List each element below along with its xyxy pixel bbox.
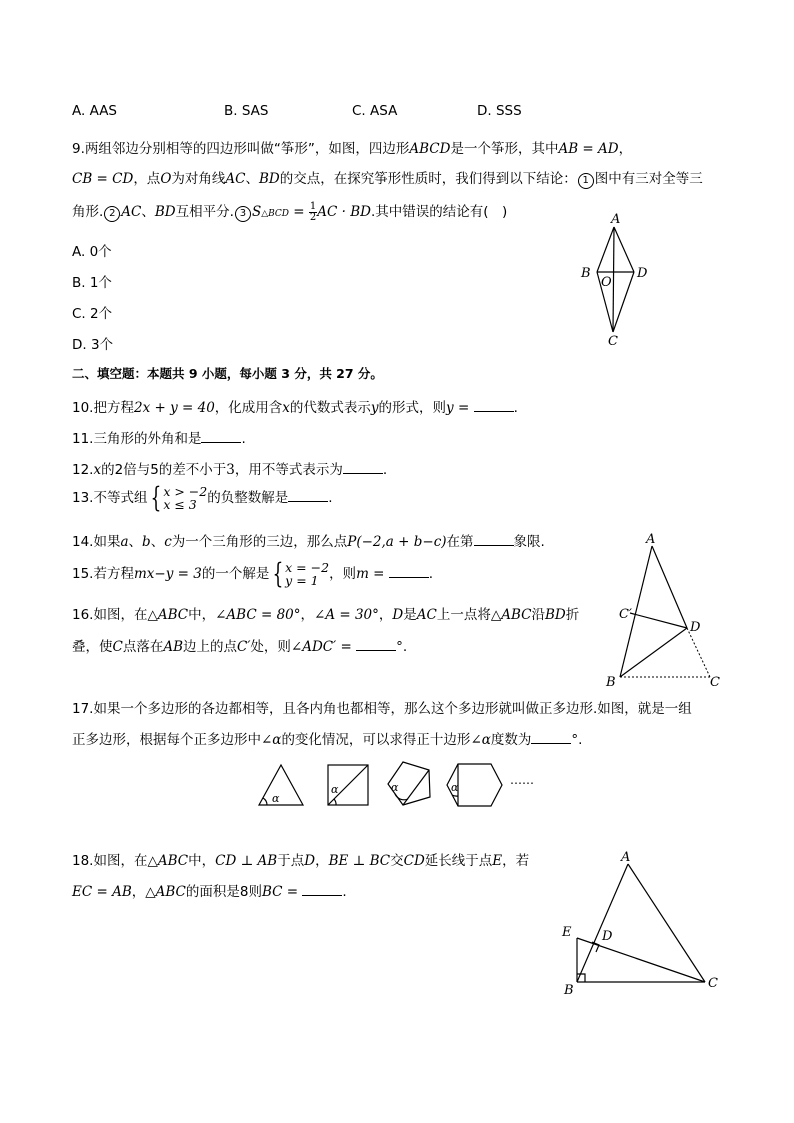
q16-text: 中， [188, 607, 216, 623]
q9-math: AC [121, 204, 142, 220]
q16-math: D [392, 607, 404, 623]
label-d: D [690, 620, 701, 635]
q13-row-2: x ≤ 3 [163, 497, 197, 512]
q13 [72, 481, 333, 514]
q16-text: 点落在 [122, 639, 164, 655]
ellipsis: …… [510, 773, 534, 787]
q9-text: 、 [141, 204, 155, 220]
q16-text: °. [396, 639, 408, 655]
q17-text: °. [571, 732, 583, 748]
answer-blank[interactable] [474, 399, 514, 412]
q17-text: 的变化情况，可以求得正十边形 [281, 732, 471, 748]
q9-text: 的交点，在探究筝形性质时，我们得到以下结论： [279, 171, 577, 187]
q12-text: 12. [72, 462, 94, 478]
q9-math: BD [154, 204, 176, 220]
alpha-label: α [331, 783, 339, 796]
q15-text: 的一个解是 [201, 566, 270, 582]
edge-ac [628, 864, 705, 982]
q9-math: AC [225, 171, 246, 187]
edge-c1d [630, 613, 687, 628]
label-b: B [564, 983, 574, 998]
q14-text: 、 [150, 534, 165, 550]
q10-text: 10.把方程 [72, 400, 134, 416]
q18-text: ， [131, 884, 146, 900]
q9-kite-figure [570, 212, 670, 348]
q18-line-1 [72, 849, 529, 869]
q12-math: 3 [226, 462, 235, 478]
label-o: O [601, 275, 612, 290]
q18-text: 18.如图，在 [72, 853, 148, 869]
q16-text: ， [300, 607, 315, 623]
q15-math: m = [356, 566, 389, 582]
q16-text: ， [378, 607, 393, 623]
label-b: B [606, 675, 616, 689]
label-b: B [581, 266, 591, 281]
edge-ec [577, 938, 705, 982]
q18-text: . [342, 884, 347, 900]
q16-text: 沿 [531, 607, 545, 623]
q17-line-1: 17.如果一个多边形的各边都相等，且各内角也都相等，那么这个多边形就叫做正多边形.如图，就是一组 [72, 701, 692, 717]
q12 [72, 458, 387, 478]
q18-math: BE ⊥ BC [328, 853, 391, 869]
q13-inequality-system [147, 481, 208, 514]
q10-math: 2x + y = 40 [133, 400, 215, 416]
q9-option-a: A. 0个 [72, 244, 112, 260]
q16-math: △ABC [490, 607, 532, 623]
answer-blank[interactable] [356, 638, 396, 651]
q16-math: ∠ABC = 80° [215, 607, 301, 623]
q9-line-3 [72, 200, 507, 223]
answer-blank[interactable] [288, 489, 328, 502]
q16-math: C′ [237, 639, 251, 655]
q9-math: AC · BD [317, 204, 371, 220]
q12-text: 的2倍与5的差不小于 [101, 462, 227, 478]
q15-text: 15.若方程 [72, 566, 134, 582]
q8-option-a: A. AAS [72, 103, 117, 119]
q12-math: x [93, 462, 102, 478]
edge-ab [577, 864, 628, 982]
q18-text: 的面积是8则 [185, 884, 262, 900]
label-c: C [608, 334, 618, 348]
q15-text: . [428, 566, 434, 582]
q14-math: c [164, 534, 172, 550]
q9-text: ，点 [133, 171, 161, 187]
kite-edge-ad [614, 227, 634, 272]
q15-solution-system [269, 557, 330, 590]
q14-text: 象限. [513, 534, 545, 550]
q16-math: ∠A = 30° [314, 607, 379, 623]
q10-math: x [282, 400, 290, 416]
q9-math: S [251, 204, 262, 220]
triangle-angle-arc [263, 798, 267, 805]
q16-text: 上一点将 [436, 607, 491, 623]
q10-math: y = [446, 400, 474, 416]
q9-text: 互相平分. [175, 204, 234, 220]
q15 [72, 557, 434, 590]
q9-fraction-denominator: 2 [309, 211, 317, 223]
q18-triangle-figure [555, 846, 725, 998]
label-a: A [611, 212, 621, 227]
q12-text: . [382, 462, 388, 478]
answer-blank[interactable] [389, 565, 429, 578]
q9-option-d: D. 3个 [72, 337, 114, 353]
q13-text: 的负整数解是 [207, 490, 289, 506]
q11-text: 11.三角形的外角和是 [72, 431, 202, 447]
q17-polygons-figure [255, 755, 545, 813]
q16-triangle-figure [600, 533, 730, 689]
section-heading [72, 364, 383, 382]
q14 [72, 530, 545, 550]
q16-text: 折 [565, 607, 580, 623]
q8-option-d: D. SSS [477, 103, 522, 119]
q18-math: △ABC [147, 853, 189, 869]
answer-blank[interactable] [531, 731, 571, 744]
section-heading-title: 二、填空题： [72, 366, 148, 381]
label-c: C [708, 976, 718, 991]
q9-fraction-numerator: 1 [309, 200, 317, 212]
q16-text: 处，则 [250, 639, 291, 655]
q18-text: ， [315, 853, 329, 869]
q10-text: . [513, 400, 518, 416]
q16-text: 是 [403, 607, 417, 623]
q9-text: 为对角线 [171, 171, 226, 187]
q9-text: 角形. [72, 204, 104, 220]
q16-math: AC [416, 607, 437, 623]
pentagon-angle-arc [395, 794, 408, 800]
section-heading-desc: 本题共 9 小题，每小题 3 分，共 27 分。 [147, 366, 383, 381]
q14-text: 14.如果 [72, 534, 121, 550]
q9-text: ， [618, 141, 633, 157]
q10-text: ，化成用含 [214, 400, 283, 416]
answer-blank[interactable] [343, 461, 383, 474]
q12-text: ，用不等式表示为 [234, 462, 343, 478]
q18-math: CD [403, 853, 425, 869]
q10-text: 的形式，则 [378, 400, 447, 416]
kite-diagonal-ac [613, 227, 614, 332]
answer-blank[interactable] [474, 533, 514, 546]
q14-math: b [142, 534, 151, 550]
q16-text: 16.如图，在 [72, 607, 148, 623]
edge-ad [652, 546, 687, 628]
q11-text: . [241, 431, 246, 447]
q15-text: ，则 [329, 566, 357, 582]
label-e: E [562, 925, 572, 940]
q10-math: y [370, 400, 379, 416]
brace-glyph: { [151, 481, 162, 514]
q9-option-c: C. 2个 [72, 306, 113, 322]
q8-option-b: B. SAS [224, 103, 269, 119]
alpha-label: α [391, 781, 399, 794]
q17-math: ∠α [470, 732, 491, 748]
q15-math: mx−y = 3 [133, 566, 202, 582]
q8-options [72, 103, 672, 121]
q16-math: C [112, 639, 123, 655]
hexagon-angle-arc [452, 795, 458, 796]
label-a: A [621, 850, 631, 865]
q16-line-1 [72, 603, 579, 623]
kite-edge-ab [597, 227, 614, 272]
q9-text: 、 [245, 171, 259, 187]
q13-text: 13.不等式组 [72, 490, 148, 506]
q14-text: 为一个三角形的三边，那么点 [171, 534, 348, 550]
q14-math: a [120, 534, 129, 550]
q18-text: ，若 [502, 853, 530, 869]
q9-math: CB = CD [72, 171, 134, 187]
q9-math: AB = AD [558, 141, 619, 157]
label-d: D [637, 266, 648, 281]
q18-line-2 [72, 880, 347, 900]
q9-text: 9.两组邻边分别相等的四边形叫做“筝形”，如图，四边形 [72, 141, 410, 157]
q16-text: 叠，使 [72, 639, 113, 655]
q18-text: 中， [188, 853, 216, 869]
q17-text: 度数为 [490, 732, 532, 748]
square-angle-arc [334, 799, 336, 805]
q9-line-2 [72, 167, 703, 189]
label-c: C [710, 675, 720, 689]
q9-math-subscript: △BCD [261, 209, 289, 219]
q16-math: △ABC [147, 607, 189, 623]
q16-math: AB [163, 639, 184, 655]
q10 [72, 396, 518, 416]
triangle-shape [259, 765, 303, 805]
q16-math: BD [544, 607, 566, 623]
alpha-label: α [272, 792, 280, 805]
q9-text: 是一个筝形，其中 [450, 141, 559, 157]
q9-math: O [160, 171, 172, 187]
answer-blank[interactable] [302, 883, 342, 896]
q18-math: EC = AB [72, 884, 132, 900]
q9-text: 图中有三对全等三 [594, 171, 703, 187]
q17-math: ∠α [261, 732, 282, 748]
q11 [72, 427, 246, 447]
q14-text: 在第 [446, 534, 474, 550]
q14-text: 、 [128, 534, 143, 550]
q9-math: = [289, 204, 309, 220]
q18-math: △ABC [145, 884, 186, 900]
q16-text: 边上的点 [183, 639, 238, 655]
brace-glyph: { [272, 557, 284, 590]
circled-number-2: 2 [104, 206, 120, 222]
circled-number-3: 3 [235, 206, 251, 222]
alpha-label: α [451, 781, 459, 794]
q15-row-2: y = 1 [285, 573, 319, 588]
q10-text: 的代数式表示 [289, 400, 371, 416]
q13-row-1: x > −2 [163, 484, 208, 499]
q16-math: ∠ADC′ = [290, 639, 357, 655]
q14-math: P(−2,a + b−c) [347, 534, 447, 550]
q15-row-1: x = −2 [285, 560, 330, 575]
label-d: D [602, 929, 613, 944]
q9-option-b: B. 1个 [72, 275, 112, 291]
q9-math: ABCD [409, 141, 451, 157]
q18-math: E [492, 853, 503, 869]
q9-text: .其中错误的结论有( ) [370, 204, 508, 220]
q18-text: 交 [390, 853, 404, 869]
q16-line-2 [72, 635, 407, 655]
kite-edge-dc [613, 272, 634, 332]
q18-math: BC = [261, 884, 303, 900]
q18-text: 延长线于点 [424, 853, 493, 869]
q17-text: 正多边形，根据每个正多边形中 [72, 732, 261, 748]
answer-blank[interactable] [201, 430, 241, 443]
q18-math: D [304, 853, 316, 869]
edge-dc-dashed [687, 628, 710, 677]
q18-text: 于点 [277, 853, 305, 869]
q13-text: . [328, 490, 333, 506]
q9-math: BD [258, 171, 280, 187]
q18-math: CD ⊥ AB [215, 853, 278, 869]
q17-line-2 [72, 728, 582, 748]
label-a: A [646, 533, 656, 547]
circled-number-1: 1 [578, 173, 594, 189]
label-c-prime: C′ [619, 607, 632, 622]
q8-option-c: C. ASA [352, 103, 398, 119]
q9-line-1 [72, 137, 632, 157]
